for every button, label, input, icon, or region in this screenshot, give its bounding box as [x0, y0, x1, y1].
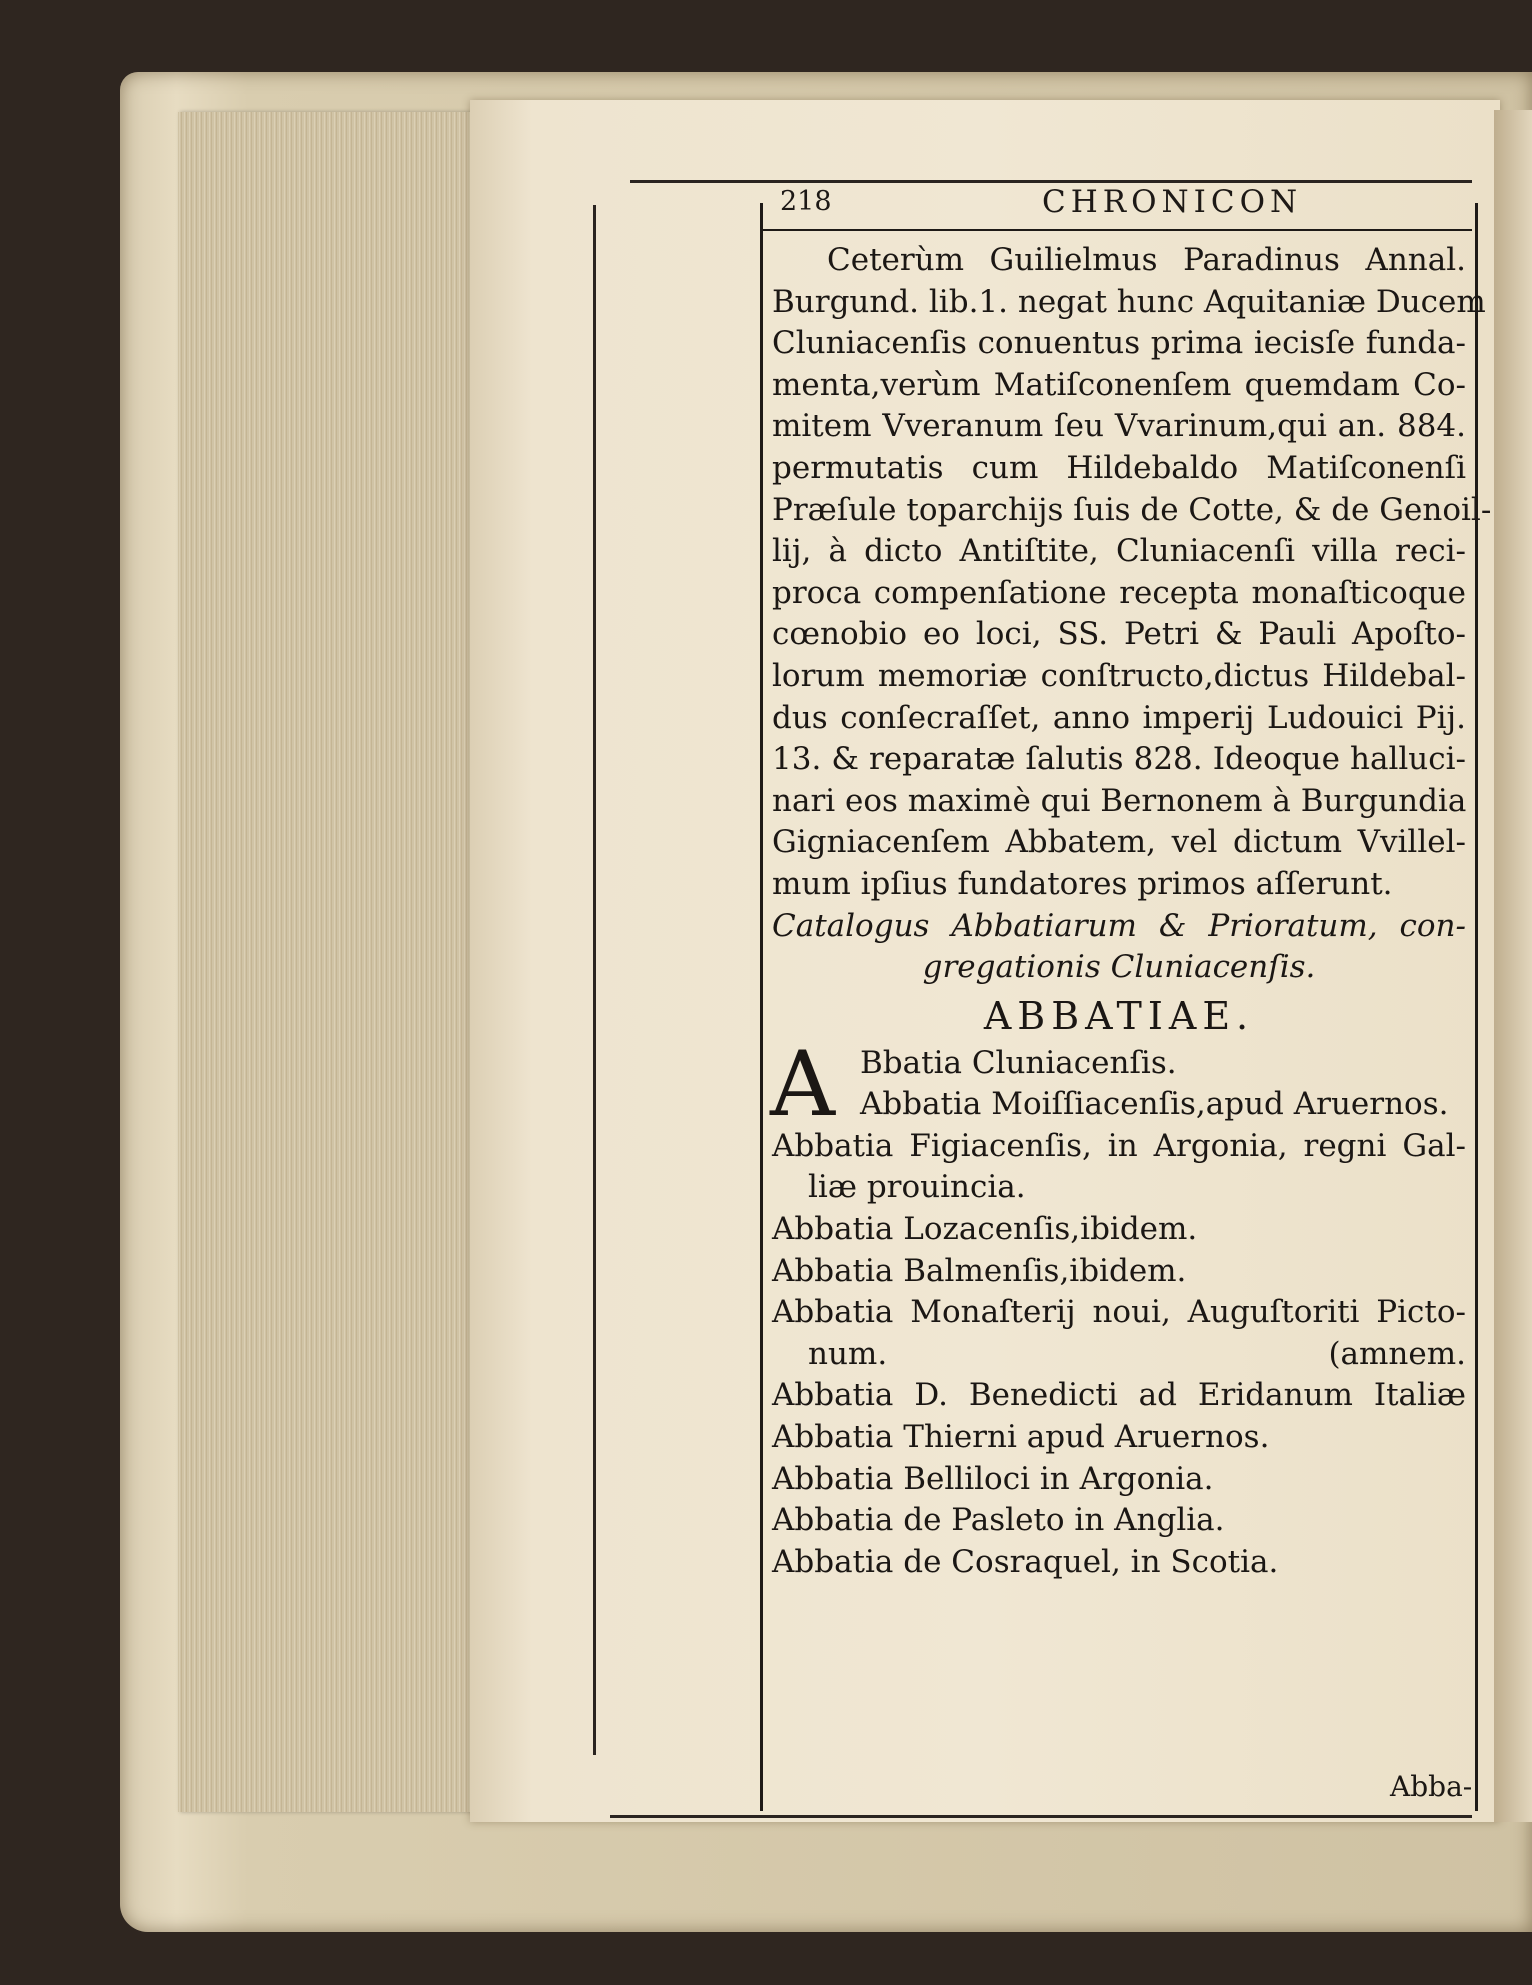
page-text: [770, 240, 1492, 1583]
abbey-line: Abbatia Belliloci in Argonia.: [772, 1460, 1214, 1497]
section-heading: ABBATIAE.: [983, 993, 1255, 1038]
abbey-line: Abbatia D. Benedicti ad Eridanum Italiæ: [772, 1377, 1466, 1414]
left-margin-rule: [593, 205, 596, 1755]
abbey-line: liæ prouincia.: [808, 1169, 1026, 1206]
abbey-line: Abbatia Moiſſiacenſis,apud Aruernos.: [860, 1086, 1449, 1123]
text-line: cœnobio eo loci, SS. Petri & Pauli Apoſto-: [772, 616, 1466, 653]
running-title: CHRONICON: [1042, 184, 1303, 220]
text-line: 13. & reparatæ ſalutis 828. Ideoque halluci-: [772, 741, 1466, 778]
catalog-title-line: gregationis Cluniacenſis.: [922, 949, 1316, 986]
text-line: Ceterùm Guilielmus Paradinus Annal.: [827, 242, 1466, 278]
abbey-line-text: num.: [808, 1335, 888, 1372]
text-line: Præſule toparchijs ſuis de Cotte, & de Genoil-: [772, 491, 1492, 528]
abbey-line: Abbatia Thierni apud Aruernos.: [772, 1419, 1270, 1456]
abbey-line: Abbatia de Pasleto in Anglia.: [772, 1502, 1225, 1539]
drop-cap: A: [770, 1031, 835, 1137]
page-edges: [178, 112, 473, 1812]
abbey-line-turnover: (amnem.: [1328, 1335, 1466, 1372]
text-line: nari eos maximè qui Bernonem à Burgundia: [772, 782, 1467, 819]
text-line: proca compenſatione recepta monaſticoque: [772, 574, 1466, 611]
header-rule: [760, 229, 1472, 231]
abbey-line-text: Bbatia Cluniacenſis.: [860, 1044, 1177, 1081]
text-line: dus conſecraſſet, anno imperij Ludouici Pij.: [772, 699, 1466, 736]
abbey-line: Abbatia de Cosraquel, in Scotia.: [772, 1543, 1279, 1580]
abbey-line: Abbatia Monaſterij noui, Auguſtoriti Picto-: [772, 1294, 1466, 1331]
text-line: Cluniacenſis conuentus prima iecisſe funda-: [772, 325, 1466, 362]
abbey-line: [772, 1334, 1466, 1376]
next-page-edge: [1494, 110, 1532, 1822]
text-line: mum ipſius fundatores primos aſſerunt.: [772, 865, 1393, 902]
text-line: lorum memoriæ conſtructo,dictus Hildebal-: [772, 657, 1466, 694]
catalog-title-line: Catalogus Abbatiarum & Prioratum, con-: [772, 907, 1466, 944]
text-line: Burgund. lib.1. negat hunc Aquitaniæ Ducem: [772, 283, 1486, 320]
text-line: menta,verùm Matiſconenſem quemdam Co-: [772, 366, 1466, 403]
text-line: permutatis cum Hildebaldo Matiſconenſi: [772, 449, 1466, 486]
page-number: 218: [780, 186, 832, 217]
abbey-line: Abbatia Figiacenſis, in Argonia, regni Gal-: [772, 1127, 1466, 1164]
text-line: mitem Vveranum ſeu Vvarinum,qui an. 884.: [772, 408, 1466, 445]
text-line: Gigniacenſem Abbatem, vel dictum Vvillel-: [772, 824, 1466, 861]
bottom-rule: [610, 1815, 1472, 1818]
text-line: lij, à dicto Antiſtite, Cluniacenſi villa reci-: [772, 533, 1466, 570]
abbey-line: Abbatia Balmenſis,ibidem.: [772, 1252, 1187, 1289]
abbey-line: Abbatia Lozacenſis,ibidem.: [772, 1211, 1198, 1248]
catchword: Abba-: [1390, 1770, 1473, 1803]
top-rule: [630, 180, 1472, 183]
